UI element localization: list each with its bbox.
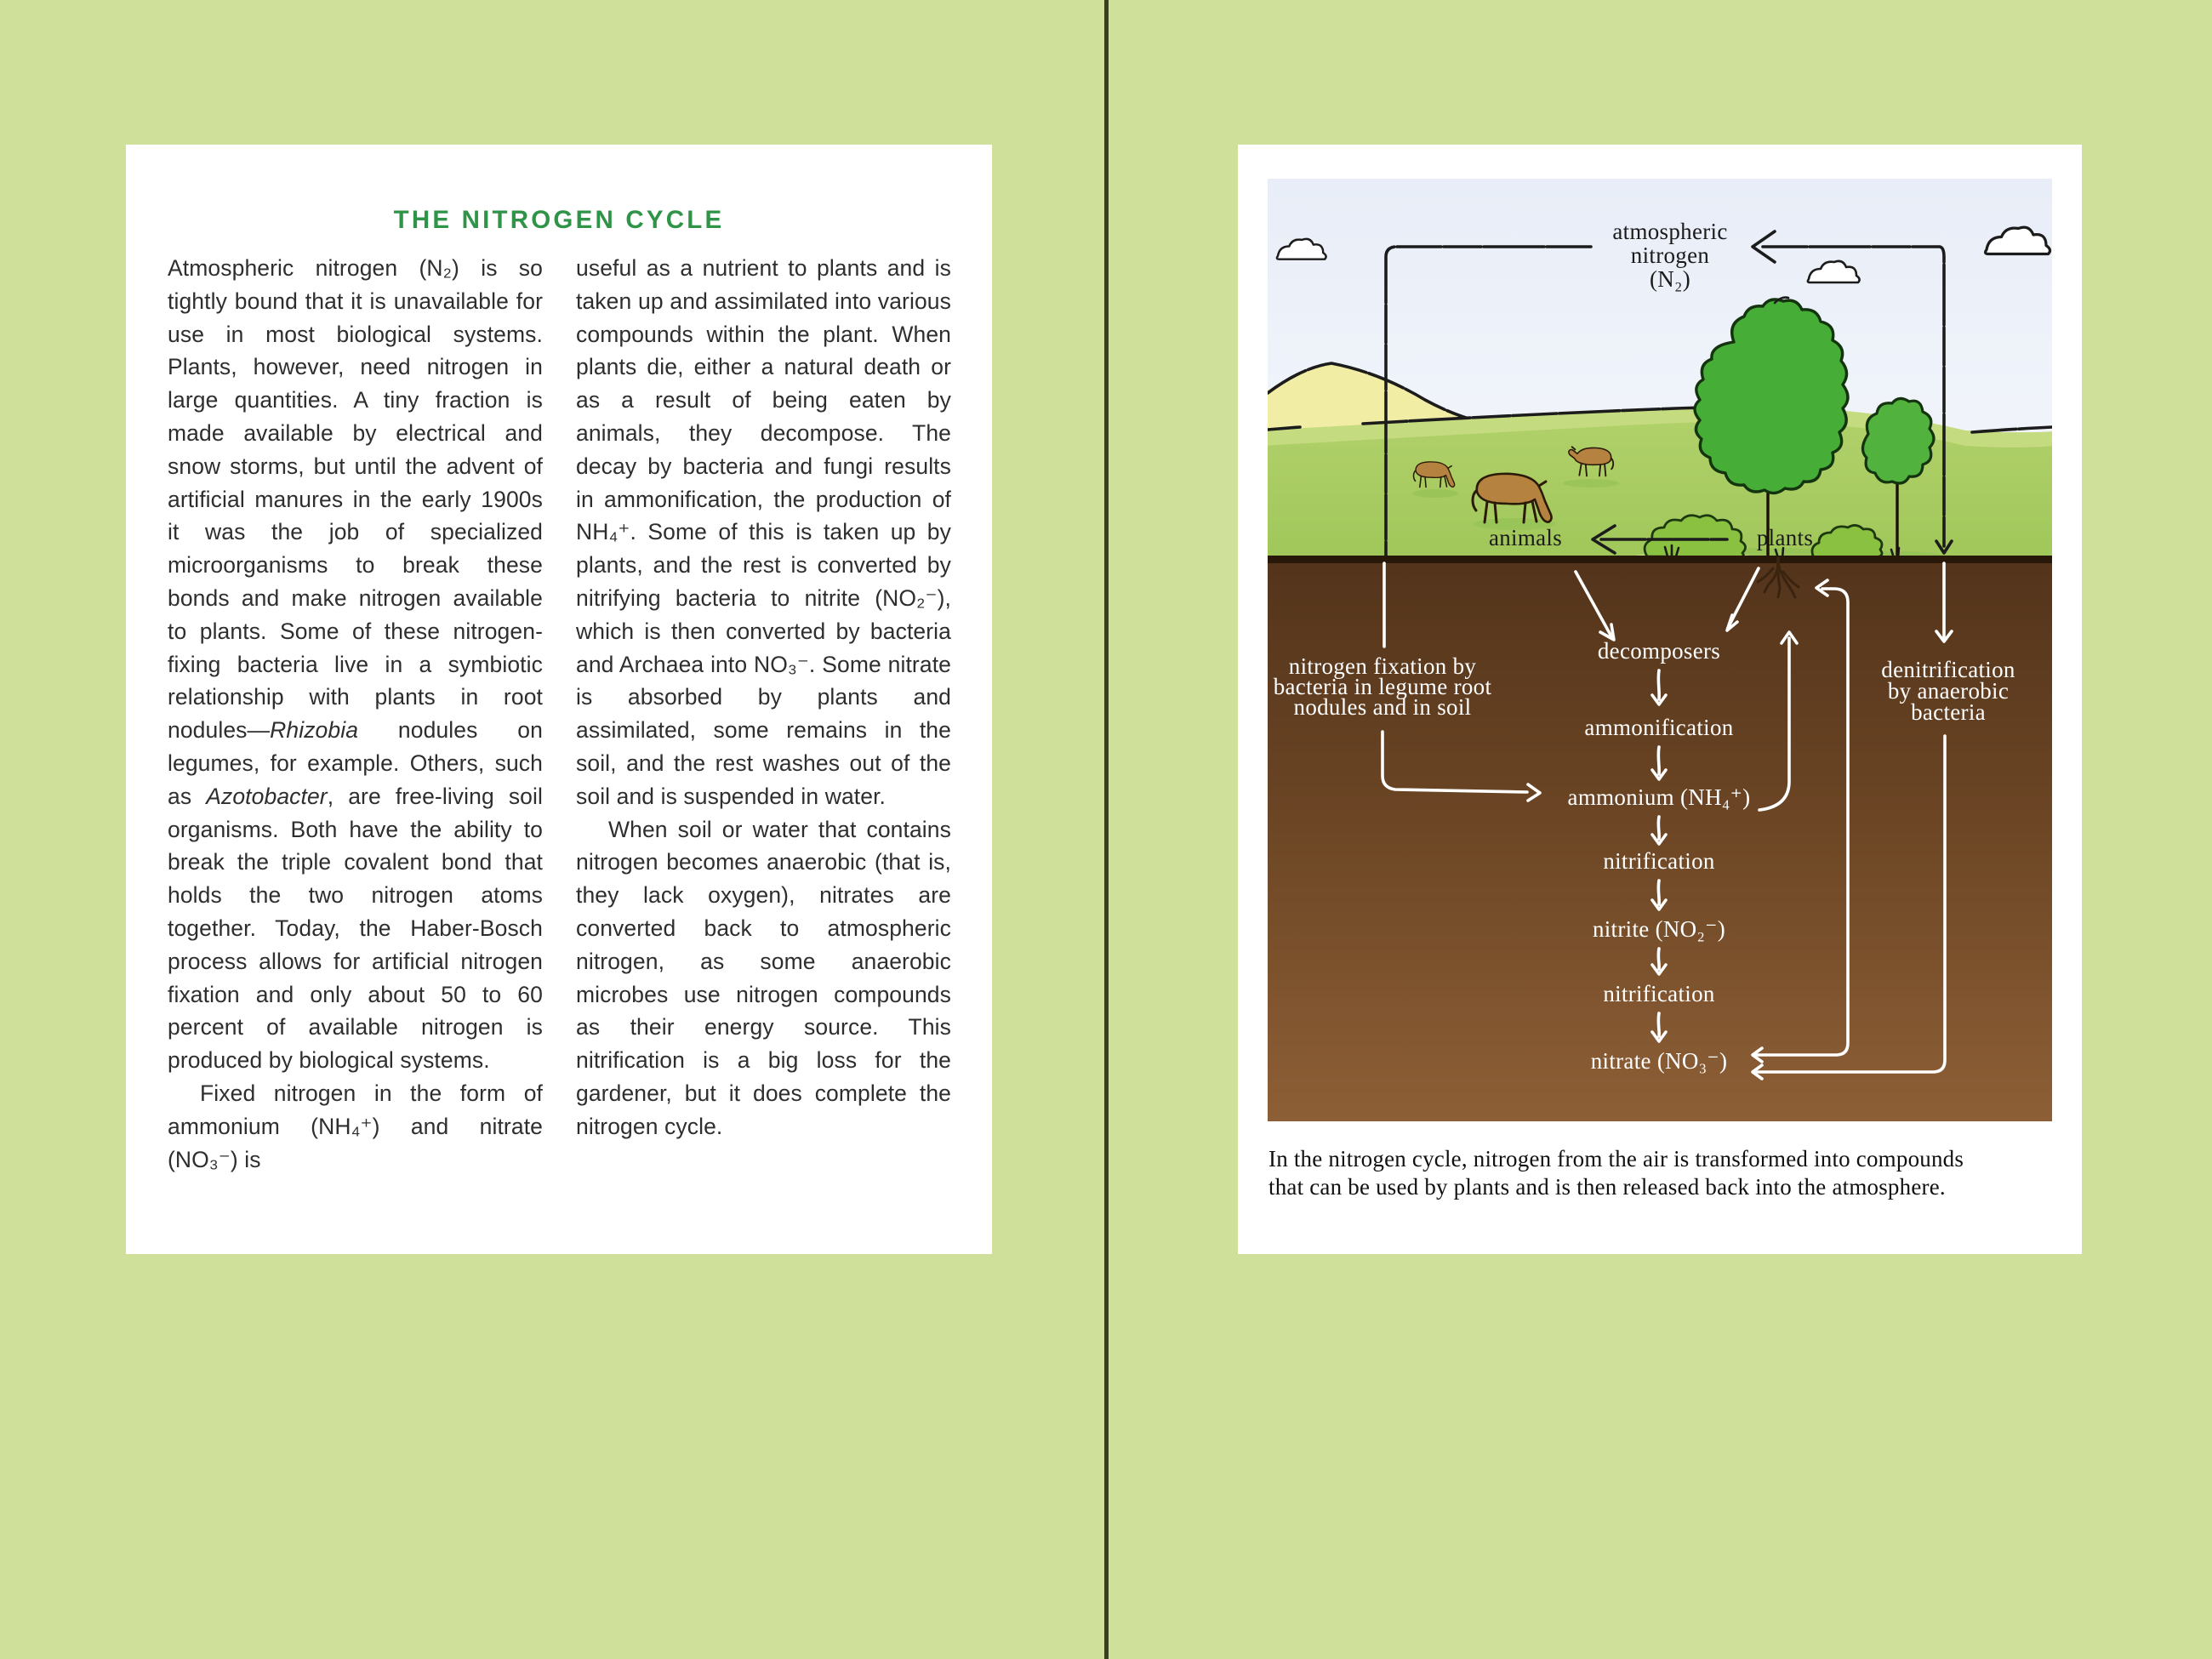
caption-line-1: In the nitrogen cycle, nitrogen from the air is transformed into compounds [1268, 1146, 1964, 1172]
chain-nitrate: nitrate (NO₃⁻) [1590, 1048, 1728, 1074]
fixation-label [1274, 653, 1492, 720]
paragraph: Fixed nitrogen in the form of ammonium (NH₄⁺) and nitrate (NO₃⁻) is [168, 1080, 543, 1172]
svg-text:by anaerobic: by anaerobic [1887, 678, 2010, 704]
svg-text:bacteria: bacteria [1911, 699, 1986, 725]
paragraph: When soil or water that contains nitrogen becomes anaerobic (that is, they lack oxygen), nitrates are converted back to atmospheric nitrogen, as some anaerobic microbes use nitrogen compounds as their energy source. This nitrification is a big loss for the gardener, but it does complete the nitrogen cycle. [576, 816, 951, 1139]
caption-line-2: that can be used by plants and is then released back into the atmosphere. [1268, 1174, 1946, 1200]
chain-nitrite: nitrite (NO₂⁻) [1592, 916, 1726, 942]
svg-text:denitrification: denitrification [1881, 657, 2015, 682]
left-page [126, 145, 992, 1254]
chain-nitrification-2: nitrification [1603, 981, 1715, 1006]
svg-text:nitrogen: nitrogen [1630, 242, 1710, 268]
svg-text:bacteria in legume root: bacteria in legume root [1273, 674, 1492, 699]
book-spine [1104, 0, 1109, 1659]
paragraph: Atmospheric nitrogen (N₂) is so tightly bound that it is unavailable for use in most biological systems. Plants, however, need nitrogen in large quantities. A tiny fraction is made available by electrical and snow storms, but until the advent of artificial manures in the early 1900s it was the job of specialized microorganisms to break these bonds and make nitrogen available to plants. Some of these nitrogen-fixing bacteria live in a symbiotic relationship with plants in root nodules—Rhizobia nodules on legumes, for example. Others, such as Azotobacter, are free-living soil organisms. Both have the ability to break the triple covalent bond that holds the two nitrogen atoms together. Today, the Haber-Bosch process allows for artificial nitrogen fixation and only about 50 to 60 percent of available nitrogen is produced by biological systems. [168, 255, 544, 1074]
animals-label: animals [1488, 525, 1563, 550]
text-column-1 [168, 252, 543, 1176]
figure-caption [1268, 1145, 2060, 1201]
chain-ammonification: ammonification [1584, 715, 1734, 740]
right-page [1238, 145, 2082, 1254]
page-title: THE NITROGEN CYCLE [393, 206, 725, 234]
chain-ammonium: ammonium (NH₄⁺) [1567, 784, 1751, 810]
paragraph: useful as a nutrient to plants and is taken up and assimilated into various compounds within the plant. When plants die, either a natural death or as a result of being eaten by animals, they decompose. The decay by bacteria and fungi results in ammonification, the production of NH₄⁺. Some of this is taken up by plants, and the rest is converted by nitrifying bacteria to nitrite (NO₂⁻), which is then converted by bacteria and Archaea into NO₃⁻. Some nitrate is absorbed by plants and assimilated, some remains in the soil, and the rest washes out of the soil and is suspended in water. [576, 255, 951, 809]
svg-text:nodules and in soil: nodules and in soil [1293, 694, 1472, 720]
chain-decomposers: decomposers [1597, 638, 1721, 664]
chain-nitrification-1: nitrification [1603, 848, 1715, 874]
soil-surface-line [1268, 556, 2052, 563]
svg-text:nitrogen fixation by: nitrogen fixation by [1288, 653, 1477, 679]
plants-label: plants [1756, 525, 1814, 550]
nitrogen-cycle-figure [1268, 179, 2052, 1121]
svg-text:(N₂): (N₂) [1649, 266, 1691, 292]
svg-text:atmospheric: atmospheric [1612, 219, 1728, 244]
text-column-2 [576, 252, 951, 1143]
